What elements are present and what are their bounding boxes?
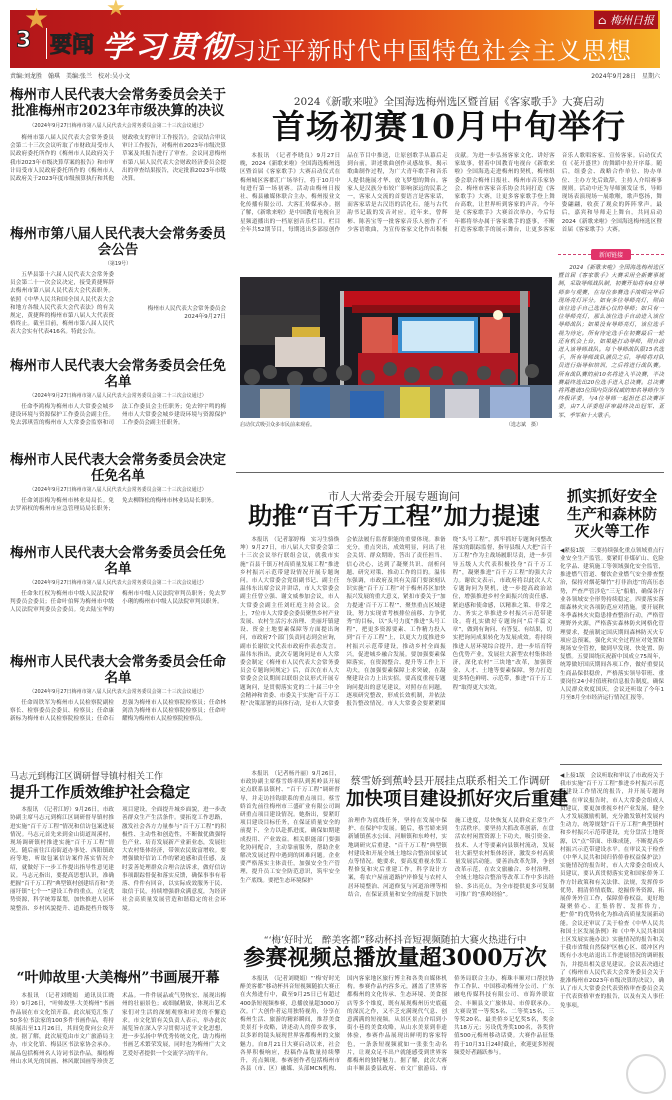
news-link-body: 2024《新歌来啦》全国海选梅州选区暨首届《客家歌手》大赛采用全新赛事规制，采取导师战队制，初赛开始将有4位导师参与观赛，在每位参赛选手演唱完毕后现场亮灯评分。如有多位导师亮灯，则由该位选手自己选择心仪的导师；如只有一位导师亮灯，那么该位选手自动进入该位导师战队；如果没有导师亮灯，该位选手视为待定。所有待定选手在初赛最后一轮还有机会上台，如果能打动导师，则自动进入该导师战队。每个导师战队限15名选手，所有导师战队满员之后，导师将对队员进行指导和培训，之后将进行战队赛。所有战队赛的前10名将进入半决赛，半决赛最终选出20位选手进入总决赛。总决赛将再邀请3位国内资深权威的知名导师作为终极评委，与4位导师一起担任总决赛评委，由7人评委组评审最终决出冠军、亚军、季军和十大歌手。	[558, 265, 664, 419]
watermark-seal	[626, 1054, 666, 1094]
news-link-sidebar	[558, 247, 664, 469]
stage-photo-illustration	[240, 277, 552, 418]
article-title: 梅州市人民代表大会常务委员会任命名单	[10, 654, 226, 686]
article-appointments-1	[10, 359, 226, 436]
paper-logo	[594, 11, 658, 29]
photo-credit: （选志斌 摄）	[506, 422, 542, 428]
logo-icon: ⌂	[598, 14, 607, 27]
article-title: 提升工作质效维护社会稳定	[10, 783, 191, 801]
article-body: 梅州市第八届人民代表大会常务委员会第二十三次会议听取了市财政局受市人民政府委托所作的《梅州市人民政府关于我市2023年市级决算草案的报告》和市审计局受市人民政府委托所作的《梅州市人民政府关于2023年度市级预算执行和其他财政收支的审计工作报告》。会议结合审议审计工作报告，对梅州市2023年市级决算草案及其报告进行了审查。会议同意梅州市第八届人民代表大会财政经济委员会提出的审查结果报告，决定批准2023年市级决算。	[10, 135, 226, 183]
article-title: 梅州市人民代表大会常务委员会决定任免名单	[10, 452, 226, 484]
article-title: 梅州市人民代表大会常务委员会任免名单	[10, 545, 226, 577]
article-body: 任命朱红权为梅州市中级人民法院审判委员会委员；任命叶伯辉为梅州市中级人民法院审判委员会委员。免去陆宝华的梅州市中级人民法院审判员职务；免去罗小琍的梅州市中级人民法院审判员职务。	[10, 591, 226, 614]
article-body: 本报讯 （记者刘晓娟 通讯员江晓玲）9月26日，“叶帅故里·大美梅州”书画作品展在市文化馆开幕。此次展览汇集了50多位书法家的100多件书画作品，将持续展出至11月26日，其间免费向公众开放。据了解，此次展览由市文广旅游局主办，市文化馆、梅县区书法家协会承办。展品包括梅州名人诗词书法作品，描绘梅州山水风光的国画、林风眠国画等珍贵艺术品。一件件展品或气势恢宏、展现出梅州的壮丽景色；或细腻精致，体现出艺术家们对生活的深刻观察和对美的不懈追求。市文化馆有关负责人表示，举办此次展览旨在深入学习贯彻习近平文化思想，进一步弘扬中华优秀传统文化，助力梅州书画艺术繁荣发展，同时也为梅州广大文艺爱好者提供一个交流学习的平台。	[10, 993, 226, 1065]
lead-title: 首场初赛10月中旬举行	[272, 107, 626, 146]
article-kicker: 马志元到梅江区调研督导镇村相关工作	[10, 772, 164, 782]
continued-article-body: ◀上接1版 会议听取和审议了市政府关于我市实施“百千万工程”推进乡村振兴示范带建设工作情况的报告，并开展专题询问。在审议报告时，市人大常委会组成人员建议，要更加重视乡村产业发展，健全人才发展激励机制，充分激发镇村发展内生动力，统筹规划“百千万工程”典型镇村和乡村振兴示范带建设，充分盘活土地资源，以“点”带面、串珠成链，不断提高乡村振兴示范带建设水平。在审议关于检查《中华人民共和国归侨侨眷权益保护法》实施情况的报告时，市人大常委会组成人员建议，要认真贯彻落实党和国家侨务工作方针政策和有关法律、法规，发挥侨乡优势，拥清侨情底数，挖掘侨务资源，拓展侨务外宣工作，保障侨眷权益，更好地凝聚侨心、汇集侨智、发挥侨力，把“侨”的优势转化为推动高质量发展新动能。会议还审议了关于检查《中华人民共和国土区发展条例》和《中华人民共和国土区发展实施办法》实施情况的报告和关于我市省级自然保护区核心区、缓冲区内既有小水电站退出工作进展情况的调研报告，并提出相关意见建议。会议表决通过了《梅州市人民代表大会常务委员会关于批准梅州市2023年市级决算的决议》，确认了市人大常委会代表资格审查委员会关于代表资格审查的报告，以及有关人事任免事项。	[560, 773, 664, 1009]
second-title: 助推“百千万工程”加力提速	[248, 501, 540, 530]
article-safety	[560, 488, 664, 753]
third-title: 加快项目建设抓好灾后重建	[346, 789, 569, 810]
second-kicker: 市人大常委会开展专题询问	[328, 490, 460, 503]
article-title: 梅州市第八届人民代表大会常务委员会公告	[10, 226, 226, 258]
section-divider	[560, 764, 662, 765]
third-body: 治理作为底线任务，坚持在发展中保护、在保护中发展。随后，蔡雪娇来到新铺镇蕉水公园、河顺镇和东岭村，实地调研灾后重建、“百千万工程”典型镇村建设和开展全域土地综合整治国家试点等情况。她要求，要高度重视水毁工程修复和灾后重建工作，科学设计方案，将农户屋前道路护岸修复与农村人居环境整治、河道修复与河道治理等相结合，在保证质量和安全的前提下加快施工进度，尽快恢复人民群众正常生产生活秩序。要坚持大抓改革创新，在盘活农村闲置资源上下功夫，吸引资金、技术、人才等要素向县镇村流动，发展壮大新型农村集体经济，激发乡村高质量发展活动能。要善治改革先锋，争创改革示范，在农文旅融合、乡村治理、全域土地综合整治等改革工作中多出经验、多出亮点，为全市提供更多可复制可推广的“蕉岭经验”。	[348, 818, 554, 898]
announcement-date: 2024年9月27日	[184, 314, 226, 321]
article-note: （第19号）	[104, 261, 132, 267]
article-appointments-4	[10, 655, 226, 740]
section-name: 要闻	[46, 28, 94, 59]
article-note: （2024年9月27日梅州市第八届人民代表大会常务委员会第二十三次会议通过）	[29, 580, 207, 586]
fourth-kicker: “‘梅’好时光 醉美客都”移动杯抖音短视频随拍大赛火热进行中	[263, 935, 527, 946]
star-icon: ★	[106, 0, 126, 21]
article-appointments-2	[10, 453, 226, 522]
article-note: （2024年9月27日梅州市第八届人民代表大会常务委员会第二十三次会议通过）	[29, 689, 207, 695]
article-note: （2024年9月27日梅州市第八届人民代表大会常务委员会第二十三次会议通过）	[29, 487, 207, 493]
article-title: “叶帅故里·大美梅州”书画展开幕	[16, 970, 220, 986]
event-photo	[240, 277, 552, 418]
article-body: 任命刘添梅为梅州市林业局局长。免去罗裕权的梅州市应急管理局局长职务；免去柳锋松的梅州市林业局局长职务。	[10, 498, 218, 513]
article-note: （2024年9月27日梅州市第八届人民代表大会常务委员会第二十三次会议通过）	[29, 123, 207, 129]
divider	[558, 254, 591, 255]
calligraphy-title: 学习贯彻	[102, 30, 234, 65]
section-divider	[236, 472, 664, 473]
article-body: 任命李鸿梅为梅州市人大常委会城乡建设环境与资源保护工作委员会副主任。免去郭琪萱的梅州市人大常委会监察和司法工作委员会主任职务；免去钟宇鸣的梅州市人大常委会城乡建设环境与资源保护工作委员会副主任职务。	[10, 404, 226, 427]
fourth-body: 本报讯 （记者刘晓娟）“‘梅’好时光 醉美客都”移动杯抖音短视频随拍大赛正在火热进行中，截至9月25日已有超过400条短视频参赛，总播放量超3000万次。广大创作者运用独特视角，分享在梅州生活、旅游的精彩瞬间，推荐美食美景打卡攻略，讲述动人的侨乡故事，以多彩的镜头展现世界客都梅州的文旅魅力。自8月21日大赛启动以来，社会各界积极响应，投稿作品数量持续攀升，亮点频现。参赛创作者包括梅州市各县（市、区）融媒、头部MCN机构、国内客家地区旅行博主和各类自媒体机构。参赛作品内容多元，涵盖了世界客都梅州的文化传承、生态环境、美食探店等多个维度，既有展现梅州历史底蕴的深沉之作，又不乏充满现代气息、创意满满的短视频。从景区景点介绍到小街小巷的美食攻略，从山水美景到非遗体验，参赛作品展现出鲜明的客家特色，一条条短视频就如一张张生动名片，让观众足不出户就能感受到世界客都梅州的独特魅力。据了解，此次大赛由丰顺县委县政府、市文广旅游局、市侨务局联合主办，梅珠丰顺对口帮扶协作工作队、中国移动梅州分公司、广东融电传媒科技有限公司、市海外联谊会、丰顺县文广旅体局、市侨联承办。大赛设置一等奖5名、二等奖15名、三等奖20名、最美侨乡记忆奖5名，奖金共18万元；另设优秀奖100名，各奖价值500元梅州移动话费。大赛作品征集将于10月31日24时截止，欢迎更多短视频爱好者踊跃参与。	[240, 976, 554, 1073]
photo-caption: 启动仪式吸引众多市民前来观看。	[240, 422, 316, 428]
issue-date: 2024年9月28日 星期六	[591, 73, 660, 80]
slogan: 习近平新时代中国特色社会主义思想	[232, 37, 632, 65]
masthead-banner	[10, 0, 660, 68]
article-title: 梅州市人民代表大会常务委员会任免名单	[10, 358, 226, 390]
third-kicker: 蔡雪娇到蕉岭县开展挂点联系相关工作调研	[350, 775, 550, 787]
news-link-badge: 新闻链接	[591, 249, 631, 260]
second-body: 本报讯 （记者邬婷梅 实习生骆焕坤）9月27日，市八届人大常委会第二十三次会议举行联组会议，就我市实施“百县千镇万村高质量发展工程”推进乡村振兴示范带建设情况开展专题询问。市人大常委会党组副书记、副主任温伟东出席会议并讲话，市人大常委会副主任曾立强、谢文威参加会议，市人大常委会副主任刘旺庭主持会议。会上，7位市人大常委会委员聚焦乡村产业发展、农村生活污水治理、美丽圩镇建设、资金土地要素保障等方面提出询问，市政府7个部门负责同志到会应询，副市长谢钦文代表市政府作表态发言。温伟东指出，此次专题询问是市人大常委会制定《梅州市人民代表大会常务委员会专题询问规定》后，首次在市人大常委会会议期间以联组会议形式开展专题询问，是贯彻落实党的二十届三中全会精神和省委、市委关于实施“百千万工程”决策部署的具体行动，是市人大常委会依法履行监督职能的重要体现。准备充分，重点突出，成效明显，问出了社会关切、群众期盼，答出了责任担当、信心决心，达到了凝聚共识、剖析问题、研究对策、推动工作的目的。温伟东强调，市政府及其有关部门要深刻认识实施“百千万工程”对于梅州苏区加快振兴发展的重大意义，紧扣市委关于“加力提速‘百千万工程’”、聚焦重点区域建设，努力实现省考核排位前移、力争优秀”的目标，以“头号力度”推进“头号工程”，把更多资源要素、工作精力投入到“百千万工程”上，以更大力度推进乡村振兴示范带建设，推动乡村全面振兴，促进城乡融合发展。要加强要素保障落实，在资源整合、提升等工作上下功夫，在加强要素保障上求突破，在凝聚建设合力上出实招。要高度重视专题询问提出的意见建议，对照存在问题，逐项研究整改，形成长效机制，并依法报告整改情况。市人大常委会要紧紧围绕“头号工程”，抓牢抓好专题询问整改落实的跟踪监督，指导县级人大把“百千万工程”作为主战场履职尽责，进一步引导五级人大代表积极投身“百千万工程”，凝聚推进“百千万工程”的强大合力。谢钦文表示，市政府将以此次人大专题询问为契机，进一步提高政治站位，增强推进乡村全面振兴的责任感、紧迫感和使命感，以精准之策、非常之力、务实之举推进乡村振兴示范带建设。将扎实做好专题询问“后半篇文章”，做到有询问、有答复、有结果，切实把询问成果转化为发展成效。将持续推进人居环境综合提升，进一步培育特色优势产业，发展壮大新型农村集体经济，深化农村“三块地”改革，加强资金、人才、土地等要素保障，努力打造更多特色鲜明、示范带，推进“百千万工程”取得更大实效。	[240, 537, 552, 708]
star-icon: ★	[24, 2, 50, 35]
lead-body: 本报讯 （记者李晓良）9月27日晚，2024《新歌来啦》全国海选梅州选区暨首届《客家歌手》大赛启动仪式在梅州城区客都汇广场举行，将于10月中旬进行第一场初赛。活动由梅州日报社、梅县融媒体联合主办，梅州报业文化传播有限公司、大客汇传媒承办。据了解，《新歌来啦》是中国教育电视台卫星频道播出的一档原创音乐栏目。栏目全年共52期节目，每期选出多部原创作品在节目中推送，让原创歌手从幕后走到台前，讲述歌曲创作灵感故事，揭示歌曲制作过程，为广大青年歌手和音乐人提供施展才华、放飞梦想的舞台。客家人是汉族分布较广影响深远的民系之一，客家人交流的首要语言是客家话，而客家话是古汉语的活化石，能与古代韵书记载的发音对应。近年来，曾辉彬、陈善宝等一批客家音乐人创作了不少客语歌曲，为宣传客家文化作出积极贡献。为进一步弘扬客家文化、讲好客家故事，借着中国教育电视台《新歌来啦》全国海选走进梅州的契机，梅州组委会联合梅州日报社、梅州市音乐家协会、梅州市客家音乐协会共同打造《客家歌手》大赛，让更多客家歌手登上舞台高歌，让世界听到客家的声音。今年是《客家歌手》大赛首次举办，今后每年都将举办属于客家歌手的盛事，不断打造客家歌手的展示舞台，让更多客家音乐人歌唱客家、宣传客家。启动仪式在《花开盛世》的舞蹈中拉开序幕。随后，组委会、战略合作单位、协办单位、主办方先后致辞，主持人介绍赛事规则。活动中还为导师颁发证书，导师现场表演现场一展歌喉，歌声悠扬，舞姿翩翩，收获了观众的阵阵掌声。最后，嘉宾和导师走上舞台，共同启动2024《新歌来啦》全国海选梅州选区暨首届《客家歌手》大赛。	[240, 153, 662, 233]
article-announcement	[10, 226, 226, 336]
article-body: 任命周铁军为梅州市人民检察院副检察长、检察委员会委员、检察员；任命康新标为梅州市人民检察院检察员；任命石思强为梅州市人民检察院检察员；任命林剑浩为梅州市人民检察院检察员；任命叶耀梅为梅州市人民检察院检察员。	[10, 700, 226, 723]
article-appointments-3	[10, 546, 226, 623]
paper-name: 梅州日报	[610, 14, 654, 27]
article-title: 梅州市人民代表大会常务委员会关于批准梅州市2023年市级决算的决议	[10, 87, 226, 119]
divider	[631, 254, 664, 255]
credits: 责编:刘龙胜 翰琪 美编:张兰 校对:吴小文	[10, 73, 131, 80]
section-number: 3	[16, 28, 32, 53]
article-title: 抓实抓好安全生产和森林防灭火等工作	[566, 487, 657, 540]
article-budget-resolution	[10, 88, 226, 192]
announcement-signature: 梅州市人民代表大会常务委员会	[147, 306, 226, 312]
article-body: 五华县第十六届人民代表大会常务委员会第二十一次会议决定，接受黄捷辉辞去梅州市第八届人民代表大会代表职务。依照《中华人民共和国全国人民代表大会和地方各级人民代表大会代表法》的有关规定，黄捷辉的梅州市第八届人大代表资格终止。截至目前，梅州市第八届人民代表大会实有代表416名。特此公告。	[10, 272, 114, 336]
article-body: ◀紧接1版 三要持续强化重点领域重点行业安全生产监管。要紧盯非煤矿山、危险化学品、建筑施工等领域强化安全监管，推进燃气管道、餐饮企业燃气安全排查整治，保持对烟花爆竹“打非治违”的高压态势，严查严管涉危“三无”船舶，确保各行业各领域安全形势持续稳定。四要落实落细森林火灾各项防范应对措施。要开展秋冬季森林火灾隐患排查整治行动，严格管理野外火源，严格落实森林防火网格化管理要求，提前制定国庆期间森林防灭火专项应急预案，强化火灾全过程应对处置和现场安全管控，做到早发现、快处置、防复燃。五要围绕庆祝新中国成立75周年，统筹做好国庆期间各项工作，做好重要民生商品保供稳价，严格落实领导带班、重要岗位24小时值班和信息报告制度，确保人民群众欢度国庆。会议还听取了今年1月至8月全市经济运行情况汇报等。	[560, 547, 664, 702]
third-lead-body: 本报讯 （记者杨丹丽）9月26日，市政协副主席蔡雪娇率队到蕉岭县开展定点联系县镇村、“百千万工程”调研督导，并走访挂钩联系的重点项目。蔡雪娇首先前往梅州市三盛矿业有限公司调研重点项目建设情况。她指出，要紧盯项目建设目标任务，在保证质量安全的前提下，全力以赴抓进度，确保如期建成投用、产业效益。相关职能部门要强化协同配合，主动靠前服务，帮助企业解决发展过程中遇到的困难问题。企业要严格落实主体责任，加强安全生产管理，提升员工安全防范意识，筑牢安全生产底线。要把生态环境保护	[240, 771, 340, 884]
lead-kicker: 2024《新歌来啦》全国海选梅州选区暨首届《客家歌手》大赛启动	[293, 96, 605, 108]
article-note: （2024年9月27日梅州市第八届人民代表大会常务委员会第二十三次会议通过）	[29, 393, 207, 399]
article-calligraphy-exhibition	[10, 970, 226, 1091]
fourth-title: 参赛视频总播放量超3000万次	[243, 945, 547, 971]
article-ma-zhiyuan	[10, 769, 226, 954]
article-body: 本报讯 （记者江婷）9月26日，市政协副主席马志元到梅江区调研督导镇村推进实施“百千万工程”情况和信访包案进展情况。马志元首先来到金山街道周溪村，现场调研镇村推进实施“百千万工程”情况。随后前往江南街道办事处、西阳镇政府等地，听取包案信访案件落实情况介绍，就做好下一步工作提出指导性意见建议。马志元指出，要提高思想认识，准确把握“百千万工程”典型镇村创建培育和“美丽圩镇”七个一”建设工作的重点，立足优势资源，科学统筹谋划，加快推进人居环境整治、乡村风貌提升、道路提档升级等项目建设，全面提升城乡面貌，进一步改善群众生产生活条件。要拓宽工作思路，激发社会各方力量参与“百千万工程”的积极性、主动性和创造性，不断做优做强特色产业、培育发展新产业新业态，发展壮大农村集体经济，带领农民致富增收。要增强做好信访工作的紧迫感和责任感，及时妥善处理群众合理合法诉求，做好信访事项跟踪督促和落实反馈，确保事事有着落、件件有回音，以实际成效服务于民、取信于民，持续增强群众满意度，为经济社会高质量发展营造和谐稳定的社会环境。	[10, 807, 226, 912]
